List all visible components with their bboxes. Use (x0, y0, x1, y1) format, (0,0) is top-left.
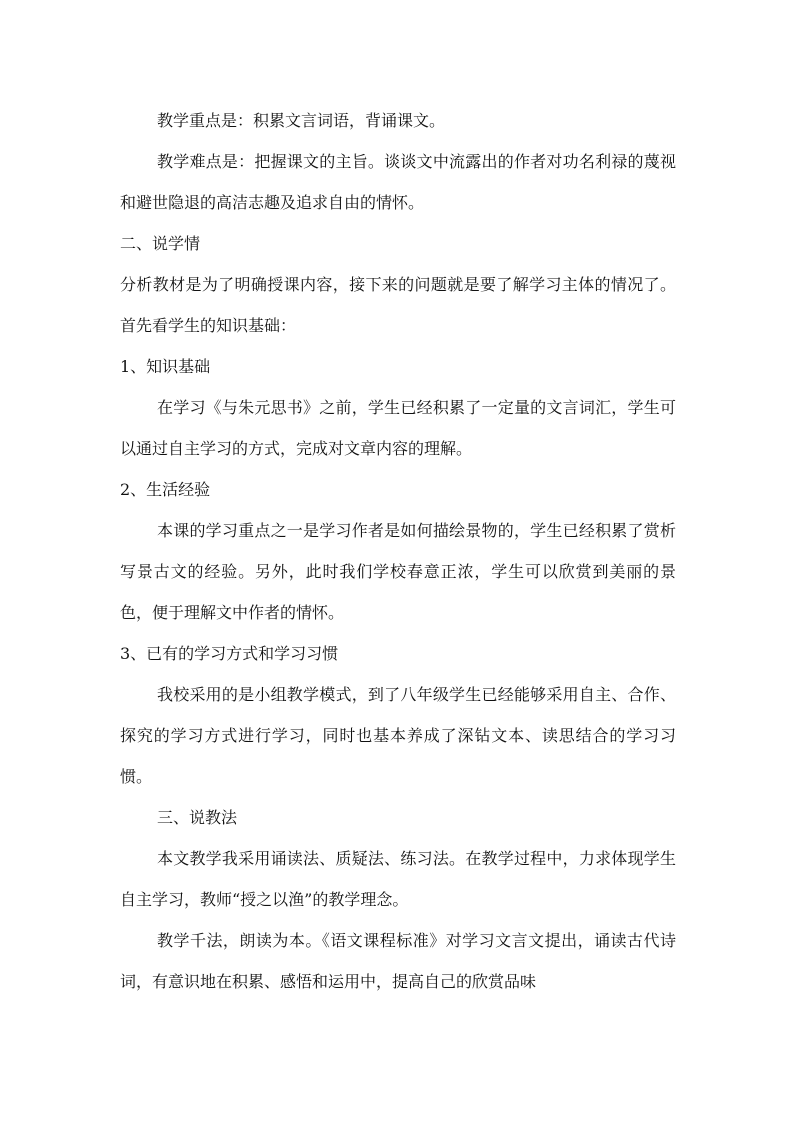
reading-emphasis-paragraph: 教学千法，朗读为本。《语文课程标准》对学习文言文提出，诵读古代诗词，有意识地在积累、感悟和运用中，提高自己的欣赏品味 (120, 931, 676, 991)
subheading-life-experience: 2、生活经验 (120, 480, 211, 499)
teaching-methods-paragraph: 本文教学我采用诵读法、质疑法、练习法。在教学过程中，力求体现学生自主学习，教师“授之以渔”的教学理念。 (120, 849, 676, 909)
knowledge-base-paragraph: 在学习《与朱元思书》之前，学生已经积累了一定量的文言词汇，学生可以通过自主学习的方式，完成对文章内容的理解。 (120, 398, 676, 458)
learning-habits-paragraph: 我校采用的是小组教学模式，到了八年级学生已经能够采用自主、合作、探究的学习方式进行学习，同时也基本养成了深钻文本、读思结合的学习习惯。 (120, 685, 676, 786)
subheading-learning-habits: 3、已有的学习方式和学习习惯 (120, 644, 339, 663)
teaching-difficulty-paragraph: 教学难点是：把握课文的主旨。谈谈文中流露出的作者对功名利禄的蔑视和避世隐退的高洁志趣及追求自由的情怀。 (120, 152, 676, 212)
section-heading-student-analysis: 二、说学情 (120, 234, 201, 253)
document-body (120, 100, 676, 1002)
section-heading-teaching-methods: 三、说教法 (157, 808, 238, 827)
teaching-focus-paragraph: 教学重点是：积累文言词语，背诵课文。 (157, 111, 446, 130)
subheading-knowledge-base: 1、知识基础 (120, 357, 211, 376)
student-analysis-intro-paragraph: 分析教材是为了明确授课内容，接下来的问题就是要了解学习主体的情况了。首先看学生的知识基础： (120, 275, 676, 335)
life-experience-paragraph: 本课的学习重点之一是学习作者是如何描绘景物的，学生已经积累了赏析写景古文的经验。另外，此时我们学校春意正浓，学生可以欣赏到美丽的景色，便于理解文中作者的情怀。 (120, 521, 676, 622)
